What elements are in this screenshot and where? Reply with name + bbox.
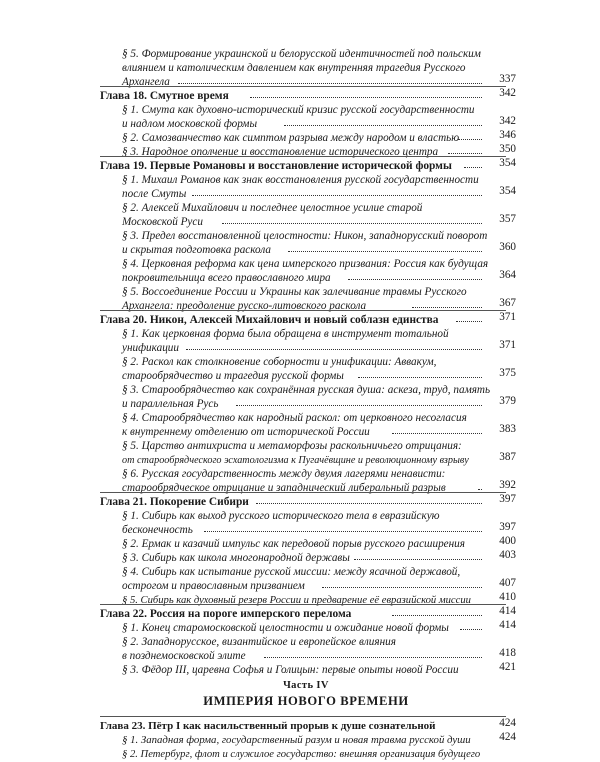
page-number: 371 — [499, 339, 516, 351]
page-number: 337 — [499, 73, 516, 85]
toc-section-cont: от старообрядческого эсхатологизма к Пугачёвщине и революционному взрыву 387 — [122, 451, 516, 466]
toc-section-cont: старообрядчество и трагедия русской формы 375 — [122, 367, 516, 382]
part-title: ИМПЕРИЯ НОВОГО ВРЕМЕНИ — [203, 694, 409, 708]
toc-section: § 3. Фёдор III, царевна Софья и Голицын: первые опыты новой России 421 — [122, 661, 516, 676]
page-number: 346 — [499, 129, 516, 141]
toc-section: § 5. Воссоединение России и Украины как залечивание травмы Русского — [122, 286, 467, 298]
toc-section: § 4. Сибирь как испытание русской миссии: между ясачной державой, — [122, 566, 461, 578]
toc-section: § 2. Алексей Михайлович и последнее целостное усилие старой — [122, 202, 423, 214]
toc-section-cont: Московской Руси 357 — [122, 213, 516, 228]
toc-section-cont: в позднемосковской элите 418 — [122, 647, 516, 662]
toc-section-cont: бесконечность 397 — [122, 521, 516, 536]
toc-chapter: Глава 18. Смутное время 342 — [100, 87, 516, 102]
page-number: 400 — [499, 535, 516, 547]
page-number: 371 — [499, 311, 516, 323]
page-number: 410 — [499, 591, 516, 603]
toc-section-cont: покровительница всего православного мира 364 — [122, 269, 516, 284]
page-number: 392 — [499, 479, 516, 491]
toc-chapter: Глава 23. Пётр I как насильственный прорыв к душе сознательной 424 — [100, 717, 516, 732]
toc-section-cont: и скрытая подготовка раскола 360 — [122, 241, 516, 256]
toc-section-cont: Архангела: преодоление русско-литовского раскола 367 — [122, 297, 516, 312]
toc-section: § 1. Михаил Романов как знак восстановления русской государственности — [122, 174, 479, 186]
toc-section: § 3. Народное ополчение и восстановление исторического центра 350 — [122, 143, 516, 158]
page-number: 414 — [499, 619, 516, 631]
page-number: 421 — [499, 661, 516, 673]
toc-section: § 2. Самозванчество как симптом разрыва между народом и властью 346 — [122, 129, 516, 144]
page-number: 375 — [499, 367, 516, 379]
toc-section: § 5. Царство антихриста и метаморфозы раскольничьего отрицания: — [122, 440, 462, 452]
page-number: 357 — [499, 213, 516, 225]
toc-section: § 2. Раскол как столкновение соборности и унификации: Аввакум, — [122, 356, 437, 368]
toc-section: § 1. Сибирь как выход русского исторического тела в евразийскую — [122, 510, 440, 522]
toc-section: § 1. Западная форма, государственный разум и новая травма русской души 424 — [122, 731, 516, 746]
toc-section: § 3. Старообрядчество как сохранённая русская душа: аскеза, труд, память — [122, 384, 491, 396]
page-number: 418 — [499, 647, 516, 659]
toc-section-cont: старообрядческое отрицание и западнический либеральный разрыв 392 — [122, 479, 516, 494]
page-number: 379 — [499, 395, 516, 407]
page-number: 354 — [499, 157, 516, 169]
page-number: 424 — [499, 717, 516, 729]
toc-section: § 4. Старообрядчество как народный раскол: от церковного несогласия — [122, 412, 467, 424]
toc-section: § 5. Формирование украинской и белорусской идентичностей под польским — [122, 48, 481, 60]
page-number: 364 — [499, 269, 516, 281]
toc-section-cont: и параллельная Русь 379 — [122, 395, 516, 410]
toc-chapter: Глава 21. Покорение Сибири 397 — [100, 493, 516, 508]
page-number: 387 — [499, 451, 516, 463]
part-label: Часть IV — [283, 680, 329, 691]
toc-section: § 3. Предел восстановленной целостности: Никон, западнорусский поворот — [122, 230, 488, 242]
toc-chapter: Глава 22. Россия на пороге имперского перелома 414 — [100, 605, 516, 620]
toc-chapter: Глава 20. Никон, Алексей Михайлович и новый соблазн единства 371 — [100, 311, 516, 326]
toc-section: § 4. Церковная реформа как цена имперского призвания: Россия как будущая — [122, 258, 489, 270]
toc-section-cont: к внутреннему отделению от исторической России 383 — [122, 423, 516, 438]
toc-section-cont: влиянием и католическим давлением как внутренняя трагедия Русского — [122, 62, 466, 74]
page-number: 342 — [499, 115, 516, 127]
toc-section-cont: унификации 371 — [122, 339, 516, 354]
toc-section: § 6. Русская государственность между двумя лагерями ненависти: — [122, 468, 446, 480]
toc-chapter: Глава 19. Первые Романовы и восстановление исторической формы 354 — [100, 157, 516, 172]
toc-section-cont: острогом и православным призванием 407 — [122, 577, 516, 592]
page-number: 403 — [499, 549, 516, 561]
page-number: 397 — [499, 521, 516, 533]
toc-section: § 2. Ермак и казачий импульс как передовой порыв русского расширения 400 — [122, 535, 516, 550]
toc-section: § 1. Как церковная форма была обращена в инструмент тотальной — [122, 328, 449, 340]
page-number: 360 — [499, 241, 516, 253]
toc-section: § 1. Конец старомосковской целостности и ожидание новой формы 414 — [122, 619, 516, 634]
toc-section: § 2. Западнорусское, византийское и европейское влияния — [122, 636, 396, 648]
toc-section: § 1. Смута как духовно-исторический кризис русской государственности — [122, 104, 475, 116]
page-number: 350 — [499, 143, 516, 155]
toc-section: § 2. Петербург, флот и служилое государство: внешняя организация будущего — [122, 749, 481, 760]
toc-section-cont: после Смуты 354 — [122, 185, 516, 200]
page-number: 354 — [499, 185, 516, 197]
page-number: 367 — [499, 297, 516, 309]
toc-section-cont: и надлом московской формы 342 — [122, 115, 516, 130]
page-number: 383 — [499, 423, 516, 435]
toc-section: § 5. Сибирь как духовный резерв России и предварение её евразийской миссии 410 — [122, 591, 516, 606]
page-number: 342 — [499, 87, 516, 99]
toc-section: § 3. Сибирь как школа многонародной державы 403 — [122, 549, 516, 564]
toc-section-cont: Архангела 337 — [122, 73, 516, 88]
page-number: 414 — [499, 605, 516, 617]
page-number: 397 — [499, 493, 516, 505]
page-number: 424 — [499, 731, 516, 743]
page-number: 407 — [499, 577, 516, 589]
